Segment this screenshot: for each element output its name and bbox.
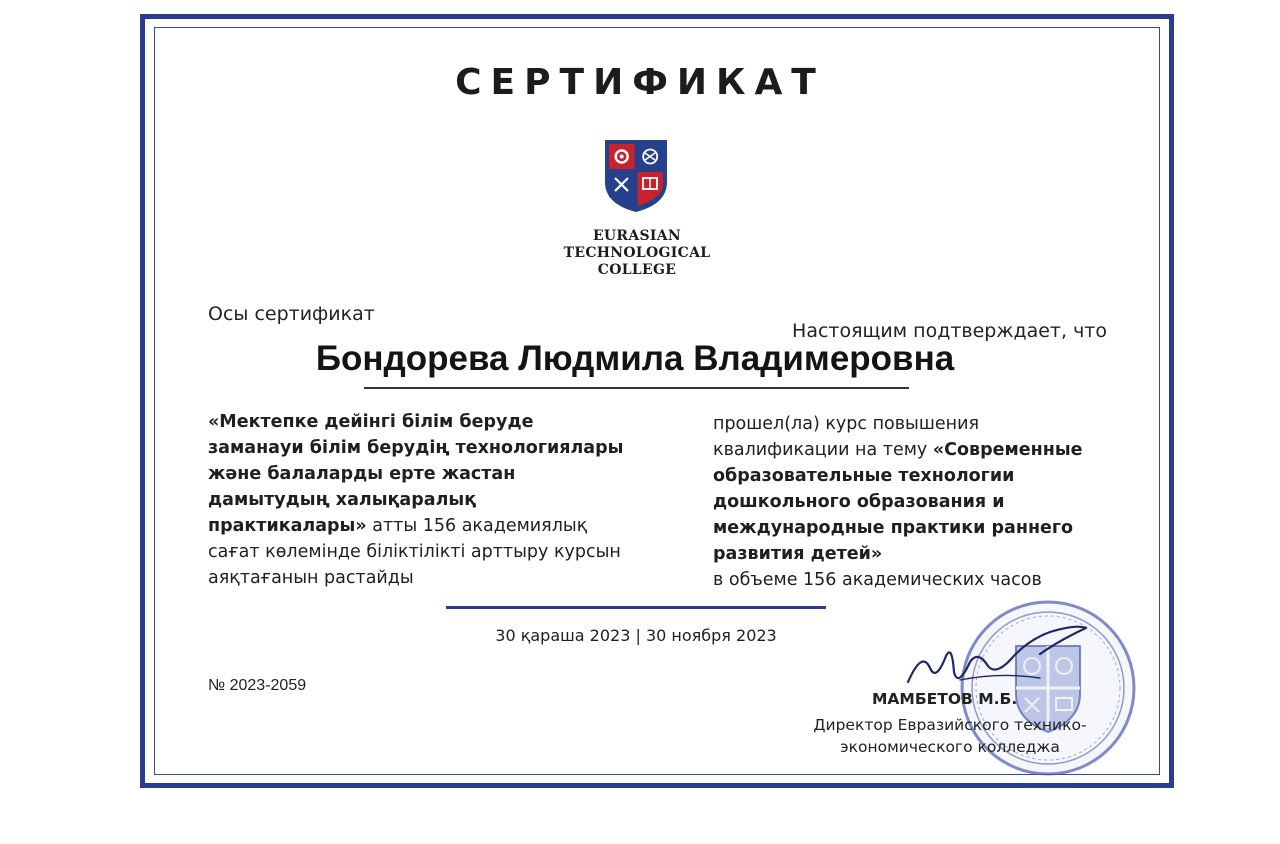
course-title-kazakh: «Мектепке дейінгі білім беруде заманауи білім берудің технологиялары және балаларды ерте жастан дамытудың халықаралық практикалары» (208, 412, 624, 536)
course-details-kazakh: атты 156 академиялық сағат көлемінде біліктілікті арттыру курсын аяқтағанын растайды (208, 516, 621, 588)
college-name-line-3: COLLEGE (597, 262, 677, 278)
date-divider-line (446, 606, 826, 609)
intro-text-kazakh: Осы сертификат (208, 303, 375, 325)
signer-name: МАМБЕТОВ М.Б. (872, 690, 1018, 708)
course-description-russian (713, 411, 1113, 593)
recipient-name-underline (364, 387, 909, 389)
issue-date: 30 қараша 2023 | 30 ноября 2023 (495, 626, 777, 645)
college-name (500, 228, 774, 279)
course-lead-russian: прошел(ла) курс повышения квалификации на тему (713, 414, 979, 460)
signer-title: Директор Евразийского технико-экономического колледжа (813, 716, 1087, 756)
certificate-number: № 2023-2059 (208, 677, 307, 694)
college-name-line-2: TECHNOLOGICAL (563, 245, 711, 261)
course-volume-russian: в объеме 156 академических часов (713, 570, 1042, 590)
college-name-line-1: EURASIAN (592, 228, 682, 244)
course-description-kazakh (208, 409, 628, 591)
college-shield-logo-icon (603, 138, 669, 214)
intro-text-russian: Настоящим подтверждает, что (792, 320, 1107, 342)
recipient-name: Бондорева Людмила Владимеровна (315, 339, 955, 378)
certificate-title: СЕРТИФИКАТ (455, 62, 825, 103)
course-title-russian: «Современные образовательные технологии дошкольного образования и международные практики раннего развития детей» (713, 440, 1083, 564)
